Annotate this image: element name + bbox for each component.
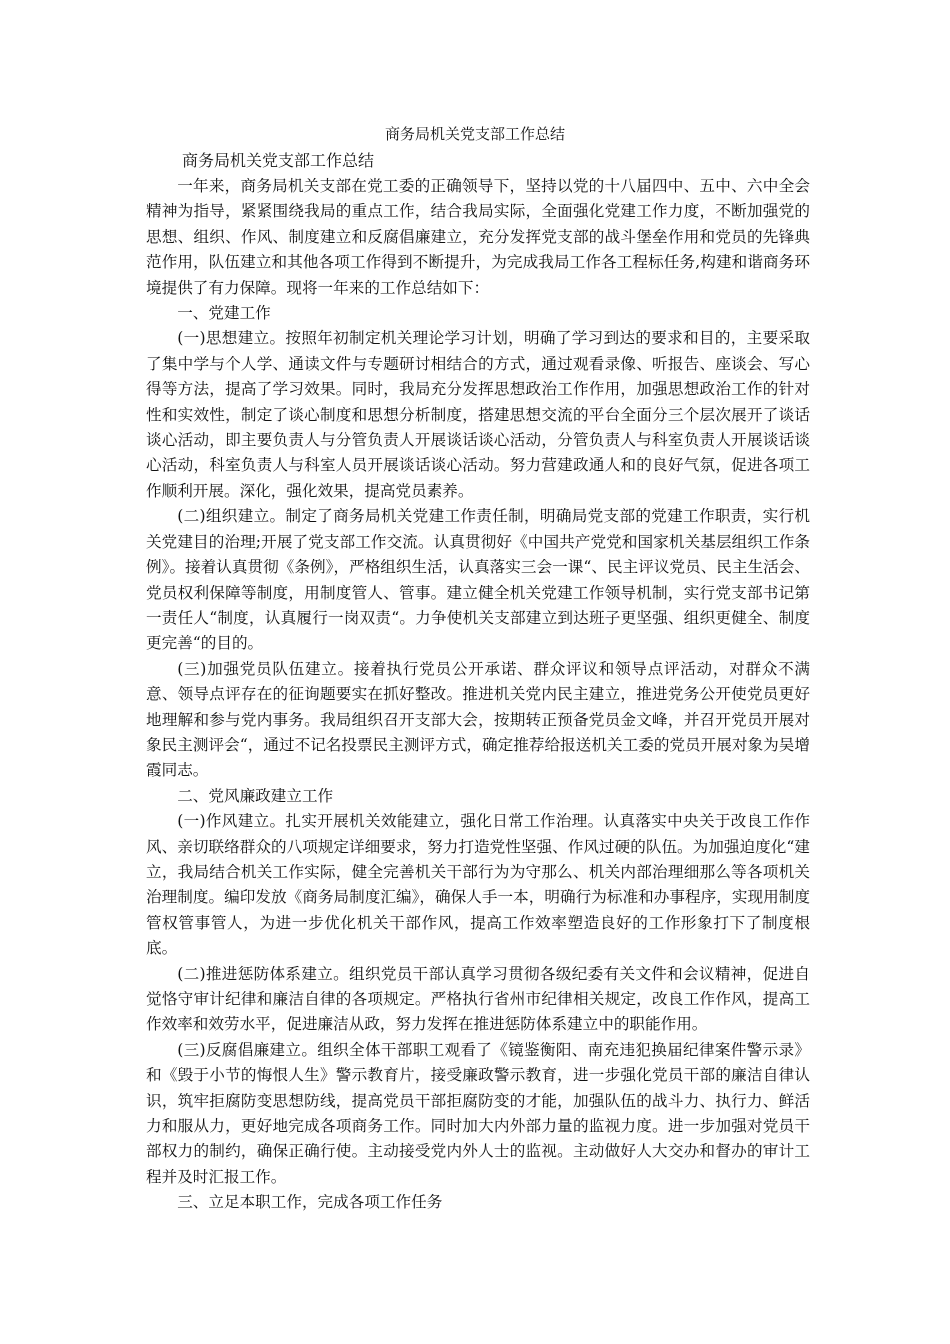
section-heading-2: 二、党风廉政建立工作 bbox=[177, 786, 334, 805]
document-body bbox=[146, 174, 810, 1216]
section-heading-3: 三、立足本职工作，完成各项工作任务 bbox=[177, 1193, 443, 1212]
document-title: 商务局机关党支部工作总结 bbox=[384, 125, 565, 143]
paragraph-organization: (二)组织建立。制定了商务局机关党建工作责任制，明确局党支部的党建工作职责，实行机关党建目的治理;开展了党支部工作交流。认真贯彻好《中国共产党党和国家机关基层组织工作条例》。接着认真贯彻《条例》，严格组织生活，认真落实三会一课“、民主评议党员、民主生活会、党员权利保障等制度，用制度管人、管事。建立健全机关党建工作领导机制，实行党支部书记第一责任人“制度，认真履行一岗双责“。力争使机关支部建立到达班子更坚强、组织更健全、制度更完善“的目的。 bbox=[146, 507, 810, 653]
paragraph-intro: 一年来，商务局机关支部在党工委的正确领导下，坚持以党的十八届四中、五中、六中全会精神为指导，紧紧围绕我局的重点工作，结合我局实际，全面强化党建工作力度，不断加强党的思想、组织、作风、制度建立和反腐倡廉建立，充分发挥党支部的战斗堡垒作用和党员的先锋典范作用，队伍建立和其他各项工作得到不断提升，为完成我局工作各工程标任务,构建和谐商务环境提供了有力保障。现将一年来的工作总结如下： bbox=[146, 177, 810, 297]
paragraph-anticorruption: (三)反腐倡廉建立。组织全体干部职工观看了《镜鉴衡阳、南充违犯换届纪律案件警示录》和《毁于小节的悔恨人生》警示教育片，接受廉政警示教育，进一步强化党员干部的廉洁自律认识，筑牢拒腐防变思想防线，提高党员干部拒腐防变的才能，加强队伍的战斗力、执行力、鲜活力和服从力，更好地完成各项商务工作。同时加大内外部力量的监视力度。进一步加强对党员干部权力的制约，确保正确行使。主动接受党内外人士的监视。主动做好人大交办和督办的审计工程并及时汇报工作。 bbox=[146, 1040, 810, 1186]
paragraph-style: (一)作风建立。扎实开展机关效能建立，强化日常工作治理。认真落实中央关于改良工作作风、亲切联络群众的八项规定详细要求，努力打造党性坚强、作风过硬的队伍。为加强迫度化“建立，我局结合机关工作实际，健全完善机关干部行为为守那么、机关内部治理细那么等各项机关治理制度。编印发放《商务局制度汇编》，确保人手一本，明确行为标准和办事程序，实现用制度管权管事管人，为进一步优化机关干部作风，提高工作效率塑造良好的工作形象打下了制度根底。 bbox=[146, 812, 810, 958]
document-subtitle: 商务局机关党支部工作总结 bbox=[182, 151, 375, 170]
section-heading-1: 一、党建工作 bbox=[177, 304, 271, 323]
paragraph-thought: (一)思想建立。按照年初制定机关理论学习计划，明确了学习到达的要求和目的，主要采取了集中学与个人学、通读文件与专题研讨相结合的方式，通过观看录像、听报告、座谈会、写心得等方法，提高了学习效果。同时，我局充分发挥思想政治工作作用，加强思想政治工作的针对性和实效性，制定了谈心制度和思想分析制度，搭建思想交流的平台全面分三个层次展开了谈话谈心活动，即主要负责人与分管负责人开展谈话谈心活动，分管负责人与科室负责人开展谈话谈心活动，科室负责人与科室人员开展谈话谈心活动。努力营建政通人和的良好气氛，促进各项工作顺利开展。深化，强化效果，提高党员素养。 bbox=[146, 329, 810, 500]
paragraph-prevention: (二)推进惩防体系建立。组织党员干部认真学习贯彻各级纪委有关文件和会议精神，促进自觉恪守审计纪律和廉洁自律的各项规定。严格执行省州市纪律相关规定，改良工作作风，提高工作效率和效劳水平，促进廉洁从政，努力发挥在推进惩防体系建立中的职能作用。 bbox=[146, 964, 810, 1034]
paragraph-team: (三)加强党员队伍建立。接着执行党员公开承诺、群众评议和领导点评活动，对群众不满意、领导点评存在的征询题要实在抓好整改。推进机关党内民主建立，推进党务公开使党员更好地理解和参与党内事务。我局组织召开支部大会，按期转正预备党员金文峰，并召开党员开展对象民主测评会“，通过不记名投票民主测评方式，确定推荐给报送机关工委的党员开展对象为吴增霞同志。 bbox=[146, 659, 810, 780]
